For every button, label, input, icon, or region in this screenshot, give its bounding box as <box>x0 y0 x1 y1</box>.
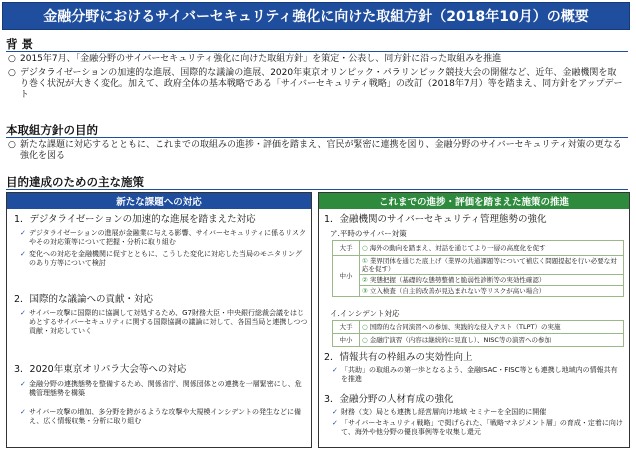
table-cell-text: 海外の動向を踏まえ、対話を通じてより一層の高度化を促す <box>369 244 546 252</box>
left-item-1-sub-1-text: デジタライゼーションの進展が金融業に与える影響、サイバーセキュリティに係るリスクやその対応策等について把握・分析に取り組む <box>29 229 306 246</box>
background-rule <box>6 51 628 52</box>
table-cell-text: 業界団体を通じた底上げ（業界の共通課題等について補広く問題提起を行い必要な対応を促す） <box>362 257 617 273</box>
right-item-2-title: 2．情報共有の枠組みの実効性向上 <box>324 352 473 363</box>
right-item-3-sub-2 <box>332 419 624 437</box>
right-column-header <box>319 193 629 209</box>
right-item-3-title: 3．金融分野の人材育成の強化 <box>324 394 454 405</box>
purpose-heading: 本取組方針の目的 <box>6 123 98 137</box>
table-row <box>333 241 624 256</box>
background-heading: 背 景 <box>6 37 34 51</box>
table-cell-text: 国際的な合同演習への参加、実践的な侵入テスト（TLPT）の実施 <box>369 323 561 331</box>
right-item-2-sub-1-text: 「共助」の取組みの第一歩となるよう、金融ISAC・FISC等とも連携し地域内の情報共有を推進 <box>341 366 618 383</box>
check-icon: ✓ <box>20 229 26 237</box>
table-cell <box>360 286 624 297</box>
left-item-2-title: 2．国際的な議論への貢献・対応 <box>14 294 154 305</box>
right-item-3-sub-1 <box>332 408 624 417</box>
left-item-3-sub-1 <box>20 380 308 398</box>
right-item-3-sub-2-text: 「サイバーセキュリティ戦略」で掲げられた、「戦略マネジメント層」の育成・定着に向けて、海外や他分野の優良事例等を収集し還元 <box>341 419 623 436</box>
check-icon: ✓ <box>20 250 26 258</box>
left-item-1-sub-2 <box>20 250 308 268</box>
title-banner <box>2 2 630 30</box>
row-marker: ○ <box>362 323 368 331</box>
left-item-2-sub-1-text: サイバー攻撃に国際的に協調して対処するため、G7財務大臣・中央銀行総裁会議をはじめとするサイバーセキュリティに関する国際協調の議論に対して、各国当局と連携しつつ貢献・対応していく <box>29 309 308 335</box>
background-bullet-2 <box>8 68 624 101</box>
table-cell <box>360 321 624 334</box>
circle-bullet-icon: ○ <box>8 54 16 64</box>
left-column-header <box>7 193 311 209</box>
row-marker: ○ <box>362 336 368 344</box>
purpose-rule <box>6 137 628 138</box>
left-item-3-sub-2-text: サイバー攻撃の増加、多分野を跨がるような攻撃や大規模インシデントの発生などに備え、広く情報収集・分析に取り組む <box>29 408 302 425</box>
table-label-large: 大手 <box>333 241 360 256</box>
right-table-b <box>332 320 624 347</box>
row-marker: ③ <box>362 287 368 295</box>
row-marker: ① <box>362 257 368 265</box>
table-cell <box>360 275 624 286</box>
table-row <box>333 334 624 347</box>
check-icon: ✓ <box>20 408 26 416</box>
table-cell-text: 実態把握（基礎的な態勢整備と脆弱性診断等の実効性確認） <box>369 276 546 284</box>
table-row <box>333 321 624 334</box>
purpose-bullet-text: 新たな課題に対応するとともに、これまでの取組みの進捗・評価を踏まえ、官民が緊密に連携を図り、金融分野のサイバーセキュリティ対策の更なる強化を図る <box>20 140 622 161</box>
row-marker: ○ <box>362 244 368 252</box>
check-icon: ✓ <box>332 366 338 374</box>
measures-heading: 目的達成のための主な施策 <box>6 175 144 189</box>
table-cell-text: 立入検査（自主的改善が見込まれない等リスクが高い場合） <box>369 287 546 295</box>
check-icon: ✓ <box>332 419 338 427</box>
left-item-2-sub-1 <box>20 309 308 336</box>
left-item-3-title: 3．2020年東京オリパラ大会等への対応 <box>14 364 187 375</box>
table-row <box>333 275 624 286</box>
background-bullet-text: デジタライゼーションの加速的な進展、国際的な議論の進展、2020年東京オリンピック・パラリンピック競技大会の開催など、近年、金融機関を取り巻く状況が大きく変化。加えて、政府全体の基本戦略である「サイバーセキュリティ戦略」の改訂（2018年7月）等を踏まえ、同方針をアップデート <box>20 68 623 100</box>
background-bullet-1 <box>8 54 624 65</box>
check-icon: ✓ <box>20 309 26 317</box>
table-cell-text: 金融庁演習（内容は継続的に見直し）、NISC等の演習への参加 <box>369 336 551 344</box>
row-marker: ② <box>362 276 368 284</box>
left-item-1-sub-1 <box>20 229 308 247</box>
right-item-1-title: 1．金融機関のサイバーセキュリティ管理態勢の強化 <box>324 214 547 225</box>
page-title: 金融分野におけるサイバーセキュリティ強化に向けた取組方針（2018年10月）の概要 <box>43 9 589 25</box>
right-item-2-sub-1 <box>332 366 624 384</box>
left-item-3-sub-2 <box>20 408 308 426</box>
table-cell <box>360 334 624 347</box>
left-column-header-text: 新たな課題への対応 <box>116 197 202 208</box>
right-sub-b-heading: イ.インシデント対応 <box>330 309 400 318</box>
table-cell <box>360 241 624 256</box>
right-column-header-text: これまでの進捗・評価を踏まえた施策の推進 <box>378 197 569 208</box>
check-icon: ✓ <box>20 380 26 388</box>
right-item-3-sub-1-text: 財務（支）局とも連携し経営層向け地域 セミナーを全国的に開催 <box>341 408 547 416</box>
table-label-large: 大手 <box>333 321 360 334</box>
circle-bullet-icon: ○ <box>8 140 16 150</box>
left-item-1-sub-2-text: 変化への対応を金融機関に促すとともに、こうした変化に対応した当局のモニタリングのあり方等について検討 <box>29 250 302 267</box>
check-icon: ✓ <box>332 408 338 416</box>
background-bullet-text: 2015年7月、「金融分野のサイバーセキュリティ強化に向けた取組方針」を策定・公表し、同方針に沿った取組みを推進 <box>20 54 502 64</box>
table-label-small: 中小 <box>333 256 360 297</box>
right-sub-a-heading: ア.平時のサイバー対策 <box>330 229 407 238</box>
purpose-bullet-1 <box>8 140 624 162</box>
table-label-small: 中小 <box>333 334 360 347</box>
measures-rule <box>6 189 628 190</box>
table-row <box>333 256 624 275</box>
left-item-3-sub-1-text: 金融分野の連携態勢を整備するため、関係省庁、関係団体との連携を一層緊密にし、危機管理態勢を構築 <box>29 380 302 397</box>
circle-bullet-icon: ○ <box>8 68 16 78</box>
left-item-1-title: 1．デジタライゼーションの加速的な進展を踏まえた対応 <box>14 214 256 225</box>
table-cell <box>360 256 624 275</box>
table-row <box>333 286 624 297</box>
right-table-a <box>332 240 624 297</box>
